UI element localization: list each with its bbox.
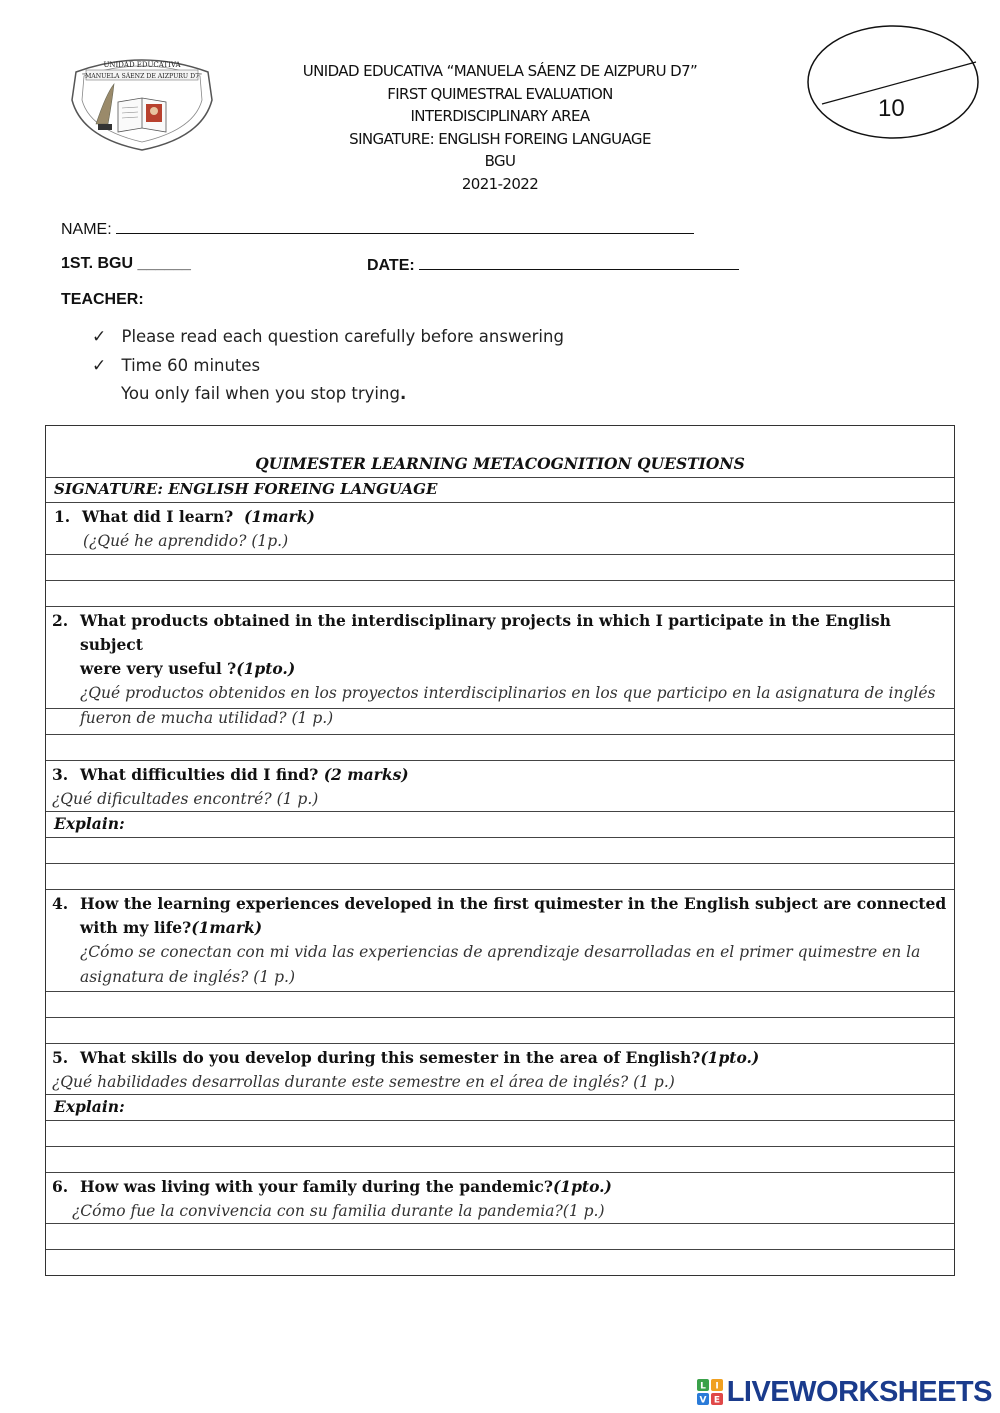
question-translation-continued: fueron de mucha utilidad? (1 p.) [80, 709, 334, 727]
score-value: 10 [878, 95, 905, 122]
liveworksheets-watermark [697, 1375, 992, 1409]
logo-arc-text: UNIDAD EDUCATIVA [103, 61, 181, 69]
table-title: QUIMESTER LEARNING METACOGNITION QUESTIONS [255, 454, 745, 473]
questions-table [45, 425, 955, 1276]
question-number: 3. [52, 765, 69, 784]
question-marks: (2 marks) [323, 765, 409, 784]
name-input-line[interactable] [116, 219, 694, 234]
instruction-text: Time 60 minutes [121, 356, 261, 375]
question-text-continued: with my life? [80, 918, 192, 937]
school-crest-logo [62, 50, 222, 154]
motto-period: . [399, 384, 407, 403]
answer-line[interactable] [46, 580, 954, 606]
svg-text:E: E [713, 1395, 720, 1405]
course-label: 1ST. BGU [61, 255, 134, 272]
question-marks: (1pto.) [552, 1177, 612, 1196]
question-translation: (¿Qué he aprendido? (1p.) [83, 532, 289, 550]
question-translation: ¿Qué dificultades encontré? (1 p.) [52, 790, 319, 808]
motto [121, 384, 406, 403]
signature-row: SIGNATURE: ENGLISH FOREING LANGUAGE [46, 477, 954, 502]
question-text: What products obtained in the interdisciplinary projects in which I participate in the English subject [80, 611, 891, 654]
question-6 [46, 1172, 954, 1223]
explain-label: Explain: [46, 811, 954, 837]
answer-line[interactable] [46, 1017, 954, 1043]
instruction-item [92, 356, 260, 376]
instruction-text: Please read each question carefully before answering [121, 327, 564, 346]
question-2 [46, 606, 954, 727]
answer-line[interactable] [46, 708, 954, 734]
question-marks: (1mark) [244, 507, 315, 526]
question-text: What skills do you develop during this semester in the area of English? [80, 1048, 701, 1067]
answer-line[interactable] [46, 1223, 954, 1249]
question-text-continued: were very useful ? [80, 659, 237, 678]
question-text: How the learning experiences developed in the first quimester in the English subject are connected [80, 894, 947, 913]
answer-line[interactable] [46, 734, 954, 760]
logo-banner-text: "MANUELA SÁENZ DE AIZPURU D7" [82, 73, 202, 80]
question-translation-continued: asignatura de inglés? (1 p.) [80, 968, 296, 986]
explain-label: Explain: [46, 1094, 954, 1120]
year-line: 2021-2022 [461, 174, 539, 193]
name-field [61, 219, 694, 239]
date-input-line[interactable] [419, 255, 739, 270]
question-1 [46, 502, 954, 554]
question-marks: (1pto.) [700, 1048, 760, 1067]
answer-line[interactable] [46, 837, 954, 863]
question-marks: (1pto.) [236, 659, 296, 678]
name-label: NAME: [61, 221, 112, 238]
question-marks: (1mark) [191, 918, 263, 937]
answer-line[interactable] [46, 1146, 954, 1172]
course-field [61, 255, 191, 273]
answer-line[interactable] [46, 554, 954, 580]
checkmark-icon: ✓ [92, 327, 107, 347]
course-input-blank[interactable]: ______ [137, 255, 191, 272]
level-line: BGU [484, 152, 516, 170]
table-title-row [46, 426, 954, 477]
question-text: What difficulties did I find? [80, 765, 319, 784]
question-translation: ¿Cómo fue la convivencia con su familia durante la pandemia?(1 p.) [72, 1202, 605, 1220]
answer-line[interactable] [46, 1120, 954, 1146]
question-number: 1. [54, 507, 71, 526]
question-number: 2. [52, 611, 69, 630]
question-3 [46, 760, 954, 811]
teacher-label: TEACHER: [61, 291, 144, 308]
question-number: 6. [52, 1177, 69, 1196]
watermark-text: LIVEWORKSHEETS [726, 1375, 992, 1408]
subject-line: SINGATURE: ENGLISH FOREING LANGUAGE [349, 129, 651, 148]
date-field [367, 255, 739, 275]
question-number: 5. [52, 1048, 69, 1067]
answer-line[interactable] [46, 1249, 954, 1275]
question-4 [46, 889, 954, 991]
document-header [250, 60, 750, 195]
evaluation-title: FIRST QUIMESTRAL EVALUATION [387, 84, 613, 103]
svg-text:I: I [715, 1381, 719, 1392]
answer-line[interactable] [46, 991, 954, 1017]
question-text: What did I learn? [82, 507, 234, 526]
area-line: INTERDISCIPLINARY AREA [410, 107, 590, 125]
motto-text: You only fail when you stop trying [121, 384, 400, 403]
school-name: UNIDAD EDUCATIVA “MANUELA SÁENZ DE AIZPURU D7” [302, 62, 698, 80]
question-number: 4. [52, 894, 69, 913]
liveworksheets-logo-icon [697, 1379, 723, 1405]
question-text: How was living with your family during the pandemic? [80, 1177, 553, 1196]
question-translation: ¿Qué habilidades desarrollas durante este semestre en el área de inglés? (1 p.) [52, 1073, 675, 1091]
question-translation: ¿Qué productos obtenidos en los proyectos interdisciplinarios en los que participo en la asignatura de inglés [80, 684, 936, 702]
svg-text:V: V [699, 1395, 707, 1405]
question-5 [46, 1043, 954, 1094]
svg-text:L: L [699, 1381, 706, 1392]
instruction-item [92, 327, 564, 347]
checkmark-icon: ✓ [92, 356, 107, 376]
date-label: DATE: [367, 257, 415, 274]
answer-line[interactable] [46, 863, 954, 889]
question-translation: ¿Cómo se conectan con mi vida las experiencias de aprendizaje desarrolladas en el primer quimestre en la [80, 943, 921, 961]
